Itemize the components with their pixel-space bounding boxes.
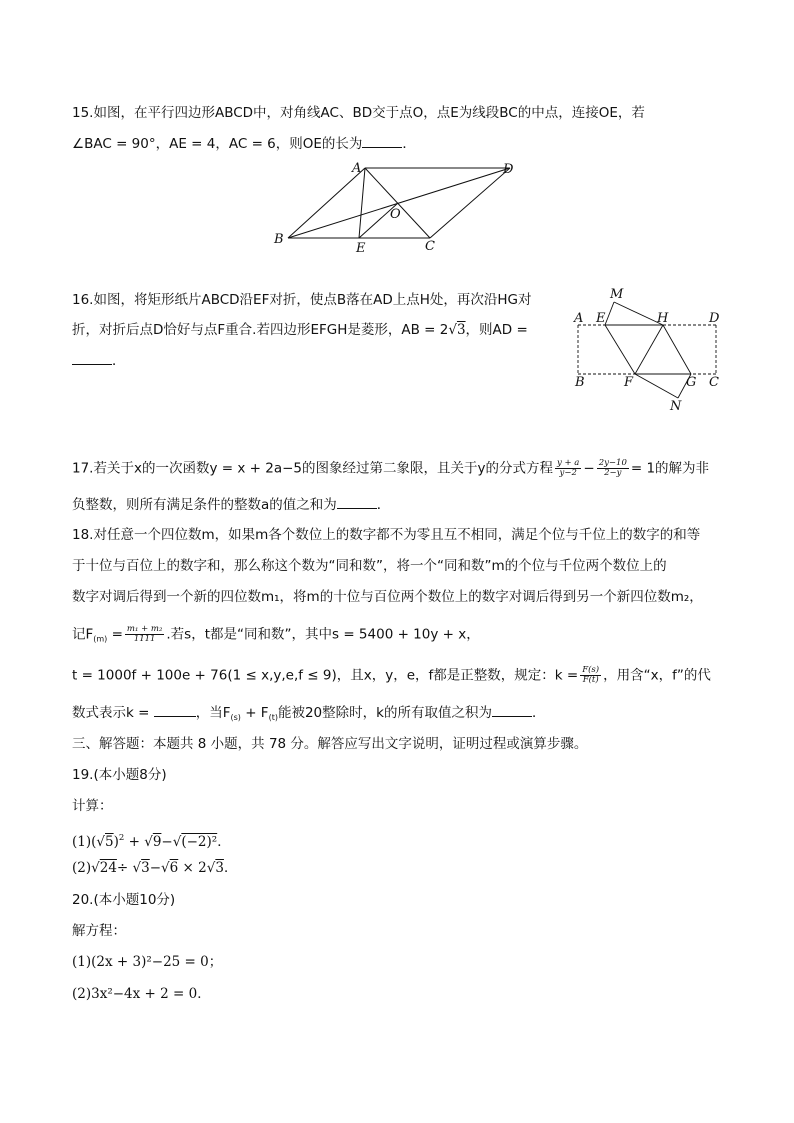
k-fraction-denominator: F(t) bbox=[582, 675, 599, 685]
q18-f-subscript: (m) bbox=[93, 634, 108, 644]
q19-p1-period: ． bbox=[217, 834, 231, 850]
q18-line5 bbox=[72, 666, 711, 685]
q17-line1-text: 17.若关于x的一次函数y = x + 2a−5的图象经过第二象限，且关于y的分式方程 bbox=[72, 460, 553, 477]
label-b: B bbox=[274, 232, 284, 247]
q19-p1-open: (1)( bbox=[72, 834, 97, 850]
segment-mh bbox=[614, 302, 663, 325]
q18-f-fraction bbox=[125, 625, 164, 644]
q19-header: 19.(本小题8分) bbox=[72, 767, 167, 783]
q18-ft-label: + F bbox=[240, 705, 269, 721]
q19-part2: (2)√24÷ √3−√6 × 2√3． bbox=[72, 860, 238, 876]
q19-p2-times: × 2 bbox=[178, 860, 207, 876]
q19-p2-label: (2) bbox=[72, 860, 92, 876]
q18-k-fraction bbox=[580, 666, 601, 685]
label-a: A bbox=[352, 161, 362, 176]
q15-parallelogram-diagram bbox=[270, 155, 530, 255]
section-3-heading: 三、解答题：本题共 8 小题，共 78 分。解答应写出文字说明，证明过程或演算步骤。 bbox=[72, 736, 588, 752]
q16-line2-end: ，则AD = bbox=[465, 322, 528, 338]
q17-period: ． bbox=[376, 497, 391, 513]
q20-header: 20.(本小题10分) bbox=[72, 892, 176, 908]
q18-line5-end: ，用含“x，f”的代 bbox=[603, 667, 711, 684]
fraction-1-denominator: y−2 bbox=[559, 468, 577, 478]
q19-p2-root4: 3 bbox=[215, 860, 224, 876]
q20-part2: (2)3x²−4x + 2 = 0． bbox=[72, 986, 211, 1002]
q17-line2 bbox=[72, 495, 390, 514]
label-d: D bbox=[709, 311, 720, 326]
q18-line1: 18.对任意一个四位数m，如果m各个数位上的数字都不为零且互不相同，满足个位与千位上的数字的和等 bbox=[72, 527, 701, 543]
k-fraction-numerator: F(s) bbox=[582, 665, 600, 675]
segment-fn bbox=[635, 374, 678, 398]
q15-line1: 15.如图，在平行四边形ABCD中，对角线AC、BD交于点O，点E为线段BC的中点，连接OE，若 bbox=[72, 105, 645, 121]
label-e: E bbox=[596, 311, 606, 326]
q18-period: ． bbox=[531, 705, 546, 721]
q16-line2-text: 折，对折后点D恰好与点F重合.若四边形EFGH是菱形，AB = 2 bbox=[72, 322, 449, 338]
q17-line1 bbox=[72, 459, 709, 478]
answer-blank-18b[interactable] bbox=[492, 703, 532, 717]
label-e: E bbox=[356, 241, 366, 255]
q19-p2-minus: − bbox=[149, 860, 162, 876]
q19-p2-period: ． bbox=[223, 860, 238, 876]
label-g: G bbox=[686, 375, 697, 390]
q17-line2-text: 负整数，则所有满足条件的整数a的值之和为 bbox=[72, 497, 337, 513]
segment-fh bbox=[635, 325, 663, 374]
q18-f-label: 记F bbox=[72, 626, 94, 643]
label-a: A bbox=[574, 311, 584, 326]
q19-p2-divide: ÷ bbox=[116, 860, 133, 876]
segment-ae bbox=[359, 168, 365, 238]
q19-p1-minus: − bbox=[161, 834, 173, 850]
q18-line6-text: 数式表示k = bbox=[72, 705, 150, 721]
q18-ft-subscript: (t) bbox=[268, 713, 278, 722]
q19-p2-root1: 24 bbox=[99, 860, 117, 876]
answer-blank-18a[interactable] bbox=[154, 703, 196, 717]
answer-blank-15[interactable] bbox=[362, 134, 402, 148]
label-d: D bbox=[503, 162, 514, 177]
label-f: F bbox=[624, 375, 634, 390]
q18-line4-text: .若s，t都是“同和数”，其中s = 5400 + 10y + x， bbox=[166, 626, 480, 643]
label-c: C bbox=[425, 239, 435, 254]
q16-period: ． bbox=[112, 353, 126, 369]
q18-line2: 于十位与百位上的数字和，那么称这个数为“同和数”，将一个“同和数”m的个位与千位两个数位上的 bbox=[72, 558, 667, 574]
fraction-2-numerator: 2y−10 bbox=[598, 458, 627, 468]
q16-line1: 16.如图，将矩形纸片ABCD沿EF对折，使点B落在AD上点H处，再次沿HG对 bbox=[72, 292, 532, 308]
q19-p1-root1: 5 bbox=[105, 834, 114, 850]
segment-hg bbox=[663, 325, 691, 374]
q20-part1: (1)(2x + 3)²−25 = 0； bbox=[72, 954, 223, 970]
q18-line5-text: t = 1000f + 100e + 76(1 ≤ x,y,e,f ≤ 9)，且x，y，e，f都是正整数，规定：k = bbox=[72, 667, 579, 684]
q17-fraction-2 bbox=[597, 459, 629, 478]
q19-p1-plus: + bbox=[124, 834, 145, 850]
q15-period: ． bbox=[402, 136, 416, 152]
q16-rectangle-fold-diagram bbox=[568, 285, 728, 415]
q18-equals: = bbox=[107, 626, 123, 643]
q18-line6-middle: 能被20整除时，k的所有取值之积为 bbox=[277, 705, 492, 721]
diagonal-bd bbox=[288, 168, 510, 238]
label-c: C bbox=[709, 375, 719, 390]
answer-blank-17[interactable] bbox=[337, 495, 377, 509]
label-m: M bbox=[610, 287, 624, 302]
q19-p1-root2: 9 bbox=[152, 834, 162, 850]
label-h: H bbox=[657, 311, 669, 326]
q17-minus: − bbox=[583, 460, 595, 477]
fraction-2-denominator: 2−y bbox=[604, 468, 622, 478]
q16-line3 bbox=[72, 351, 126, 370]
segment-me bbox=[605, 302, 614, 325]
q19-p1-exponent: 2 bbox=[118, 833, 125, 843]
q19-part1: $(1)(√5)^2 + √9-√(-2)^2$． bbox=[72, 833, 231, 850]
q18-line6 bbox=[72, 703, 545, 727]
q20-prompt: 解方程： bbox=[72, 923, 126, 939]
q18-line3: 数字对调后得到一个新的四位数m₁，将m的十位与百位两个数位上的数字对调后得到另一个新四位数m₂， bbox=[72, 589, 703, 605]
q18-fs-label: ，当F bbox=[195, 705, 231, 721]
q17-fraction-1 bbox=[555, 459, 581, 478]
q19-p2-root3: 6 bbox=[169, 860, 179, 876]
label-o: O bbox=[390, 207, 401, 222]
q16-line2: 折，对折后点D恰好与点F重合.若四边形EFGH是菱形，AB = 2√3，则AD = bbox=[72, 322, 528, 338]
segment-ef bbox=[605, 325, 635, 374]
q15-line2-text: ∠BAC = 90°，AE = 4，AC = 6，则OE的长为 bbox=[72, 136, 363, 152]
q19-p1-close: ) bbox=[113, 834, 119, 850]
q19-p2-root2: 3 bbox=[141, 860, 150, 876]
q19-prompt: 计算： bbox=[72, 798, 113, 814]
label-b: B bbox=[575, 375, 585, 390]
answer-blank-16[interactable] bbox=[72, 351, 112, 365]
q16-root-value: 3 bbox=[456, 322, 466, 338]
q18-line4 bbox=[72, 625, 480, 649]
fraction-1-numerator: y + a bbox=[556, 458, 580, 468]
segment-ab bbox=[288, 168, 365, 238]
q19-p1-root3: (−2)² bbox=[181, 834, 218, 850]
q18-fs-subscript: (s) bbox=[230, 713, 241, 722]
segment-cd bbox=[430, 168, 510, 238]
f-fraction-denominator: 1111 bbox=[133, 634, 156, 644]
label-n: N bbox=[670, 399, 682, 414]
f-fraction-numerator: m₁ + m₂ bbox=[126, 624, 163, 634]
q17-line1-end: = 1的解为非 bbox=[630, 460, 710, 477]
q15-line2 bbox=[72, 134, 416, 153]
